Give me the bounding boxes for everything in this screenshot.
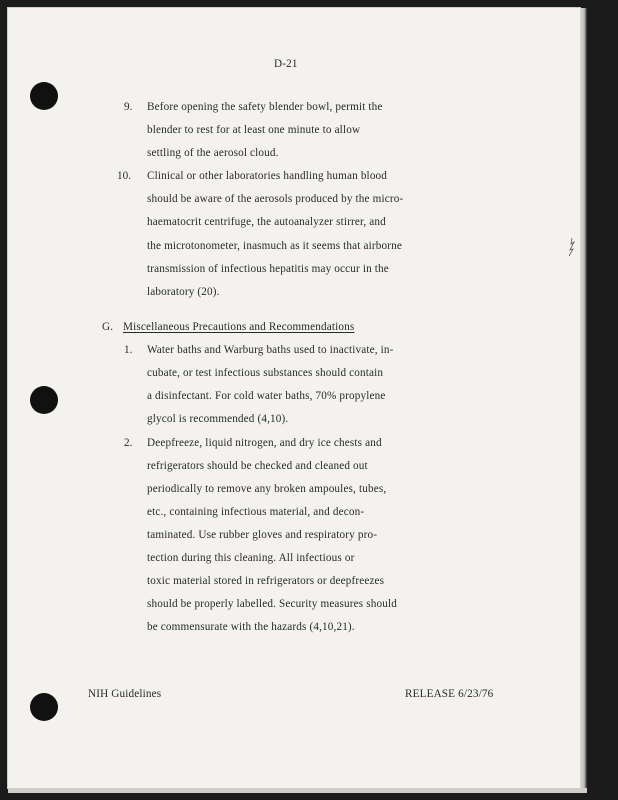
section-title: Miscellaneous Precautions and Recommendations — [123, 321, 355, 333]
footer-right: RELEASE 6/23/76 — [405, 688, 494, 700]
footer-left: NIH Guidelines — [88, 688, 162, 700]
section-item-2-line-6: tection during this cleaning. All infectious or — [147, 552, 355, 564]
item-10-line-1: Clinical or other laboratories handling human blood — [147, 170, 388, 182]
section-item-2-line-2: refrigerators should be checked and cleaned out — [147, 460, 368, 472]
punch-hole-middle — [30, 386, 58, 414]
section-item-1-line-4: glycol is recommended (4,10). — [147, 413, 289, 425]
section-item-1-line-1: Water baths and Warburg baths used to inactivate, in- — [147, 344, 394, 356]
item-number-10: 10. — [117, 170, 131, 182]
item-9-line-2: blender to rest for at least one minute to allow — [147, 124, 361, 136]
page-number: D-21 — [274, 58, 298, 70]
section-letter: G. — [102, 321, 114, 333]
scan-edge-bottom — [8, 788, 587, 793]
item-10-line-2: should be aware of the aerosols produced by the micro- — [147, 193, 404, 205]
section-item-2-line-4: etc., containing infectious material, and decon- — [147, 506, 365, 518]
section-item-1-line-3: a disinfectant. For cold water baths, 70% propylene — [147, 390, 386, 402]
section-item-2-line-3: periodically to remove any broken ampoules, tubes, — [147, 483, 387, 495]
item-9-line-3: settling of the aerosol cloud. — [147, 147, 279, 159]
item-10-line-6: laboratory (20). — [147, 286, 220, 298]
section-item-1-line-2: cubate, or test infectious substances should contain — [147, 367, 384, 379]
section-item-number-2: 2. — [124, 437, 133, 449]
item-10-line-5: transmission of infectious hepatitis may occur in the — [147, 263, 389, 275]
scan-edge-right — [580, 8, 587, 792]
section-item-2-line-5: taminated. Use rubber gloves and respiratory pro- — [147, 529, 378, 541]
section-item-number-1: 1. — [124, 344, 133, 356]
item-10-line-4: the microtonometer, inasmuch as it seems that airborne — [147, 240, 402, 252]
item-10-line-3: haematocrit centrifuge, the autoanalyzer stirrer, and — [147, 216, 386, 228]
item-number-9: 9. — [124, 101, 133, 113]
section-item-2-line-8: should be properly labelled. Security measures should — [147, 598, 397, 610]
punch-hole-bottom — [30, 693, 58, 721]
item-9-line-1: Before opening the safety blender bowl, permit the — [147, 101, 383, 113]
stray-pen-mark — [566, 236, 578, 258]
punch-hole-top — [30, 82, 58, 110]
section-item-2-line-7: toxic material stored in refrigerators or deepfreezes — [147, 575, 385, 587]
section-item-2-line-9: be commensurate with the hazards (4,10,21). — [147, 621, 355, 633]
section-item-2-line-1: Deepfreeze, liquid nitrogen, and dry ice chests and — [147, 437, 382, 449]
